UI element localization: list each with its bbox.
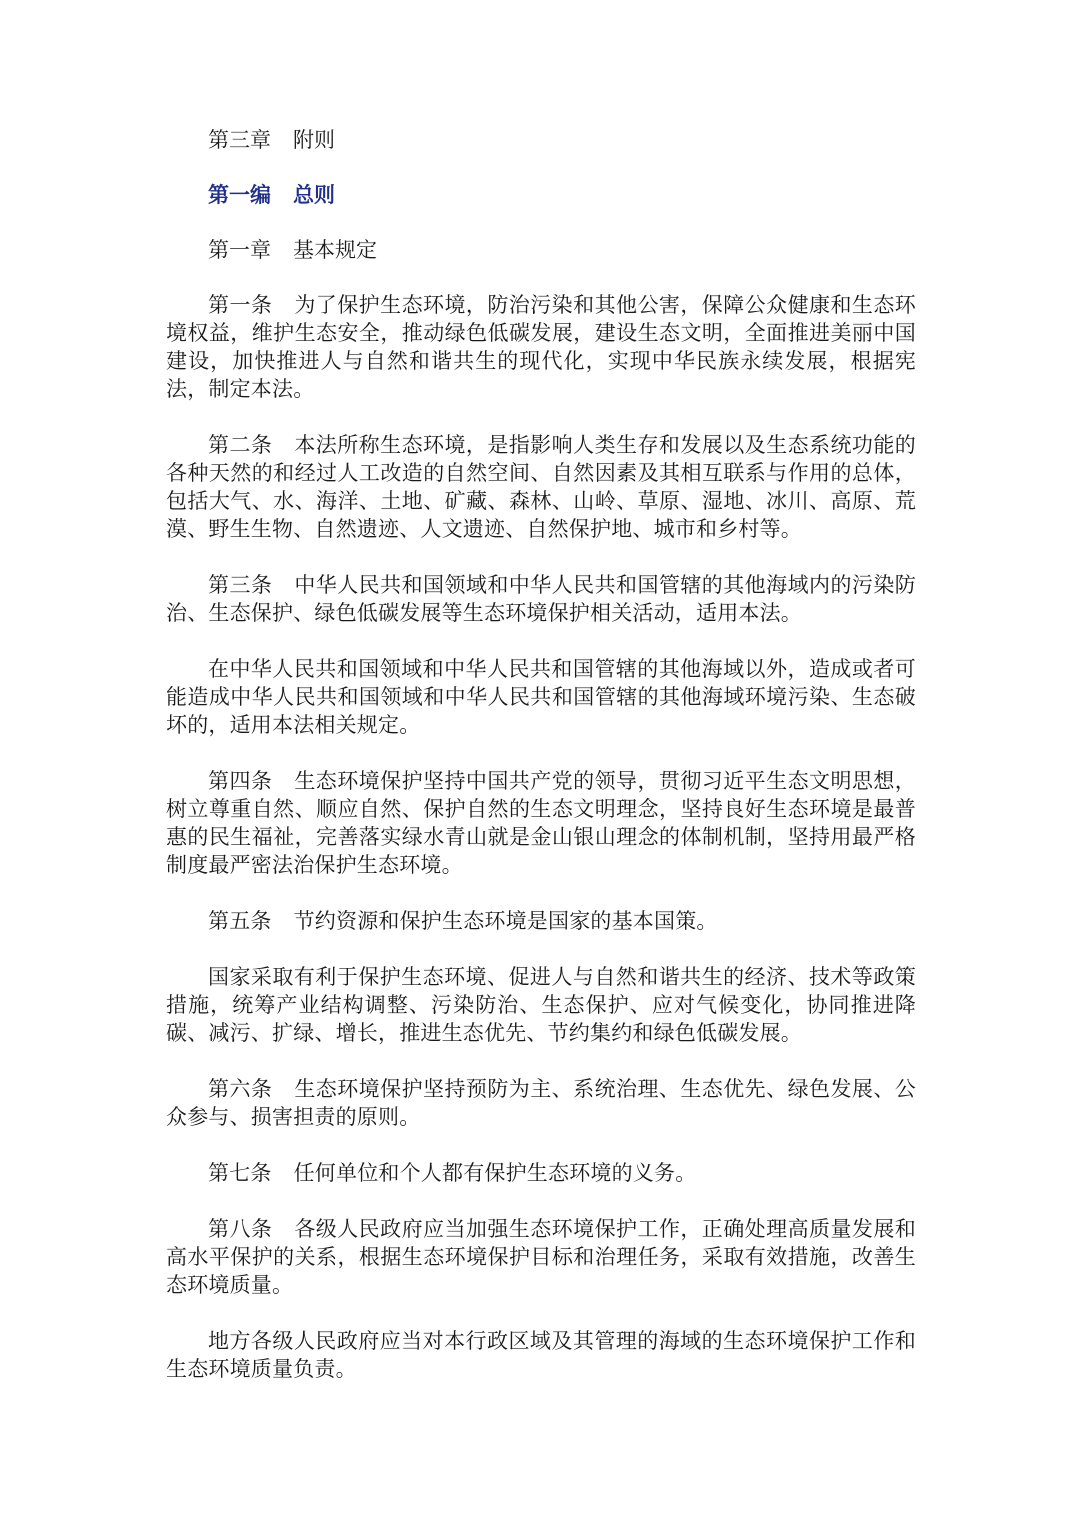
- article-text: 任何单位和个人都有保护生态环境的义务。: [293, 1161, 697, 1185]
- chapter-1-heading: [166, 236, 916, 264]
- article-label: 第四条: [208, 769, 273, 793]
- part-1-heading: [166, 181, 916, 209]
- article-6: [166, 1075, 916, 1131]
- article-7: [166, 1159, 916, 1187]
- article-text: 为了保护生态环境，防治污染和其他公害，保障公众健康和生态环境权益，维护生态安全，推动绿色低碳发展，建设生态文明，全面推进美丽中国建设，加快推进人与自然和谐共生的现代化，实现中华民族永续发展，根据宪法，制定本法。: [166, 293, 916, 401]
- article-5: [166, 907, 916, 935]
- chapter-1-label: 第一章: [208, 238, 271, 262]
- article-label: 第一条: [208, 293, 273, 317]
- article-text: 本法所称生态环境，是指影响人类生存和发展以及生态系统功能的各种天然的和经过人工改造的自然空间、自然因素及其相互联系与作用的总体，包括大气、水、海洋、土地、矿藏、森林、山岭、草原、湿地、冰川、高原、荒漠、野生生物、自然遗迹、人文遗迹、自然保护地、城市和乡村等。: [166, 433, 916, 541]
- document-page: [166, 126, 916, 1411]
- article-label: 第八条: [208, 1217, 273, 1241]
- article-text: 生态环境保护坚持预防为主、系统治理、生态优先、绿色发展、公众参与、损害担责的原则。: [166, 1077, 916, 1129]
- article-4: [166, 767, 916, 879]
- part-1-label: 第一编: [208, 182, 271, 207]
- part-1-title: 总则: [293, 182, 335, 207]
- article-1: [166, 291, 916, 403]
- article-text: 国家采取有利于保护生态环境、促进人与自然和谐共生的经济、技术等政策措施，统筹产业结构调整、污染防治、生态保护、应对气候变化，协同推进降碳、减污、扩绿、增长，推进生态优先、节约集约和绿色低碳发展。: [166, 965, 916, 1045]
- article-label: 第五条: [208, 909, 272, 933]
- article-label: 第二条: [208, 433, 273, 457]
- chapter-3-title: 附则: [293, 128, 335, 152]
- article-text: 生态环境保护坚持中国共产党的领导，贯彻习近平生态文明思想，树立尊重自然、顺应自然、保护自然的生态文明理念，坚持良好生态环境是最普惠的民生福祉，完善落实绿水青山就是金山银山理念的体制机制，坚持用最严格制度最严密法治保护生态环境。: [166, 769, 916, 877]
- article-label: 第三条: [208, 573, 273, 597]
- article-label: 第七条: [208, 1161, 272, 1185]
- article-2: [166, 431, 916, 543]
- article-3: [166, 571, 916, 627]
- chapter-3-label: 第三章: [208, 128, 271, 152]
- article-8-paragraph-2: [166, 1327, 916, 1383]
- article-text: 各级人民政府应当加强生态环境保护工作，正确处理高质量发展和高水平保护的关系，根据生态环境保护目标和治理任务，采取有效措施，改善生态环境质量。: [166, 1217, 916, 1297]
- chapter-1-title: 基本规定: [293, 238, 377, 262]
- article-5-paragraph-2: [166, 963, 916, 1047]
- article-text: 中华人民共和国领域和中华人民共和国管辖的其他海域内的污染防治、生态保护、绿色低碳发展等生态环境保护相关活动，适用本法。: [166, 573, 916, 625]
- article-8: [166, 1215, 916, 1299]
- article-label: 第六条: [208, 1077, 273, 1101]
- article-text: 地方各级人民政府应当对本行政区域及其管理的海域的生态环境保护工作和生态环境质量负责。: [166, 1329, 916, 1381]
- article-text: 在中华人民共和国领域和中华人民共和国管辖的其他海域以外，造成或者可能造成中华人民共和国领域和中华人民共和国管辖的其他海域环境污染、生态破坏的，适用本法相关规定。: [166, 657, 916, 737]
- article-text: 节约资源和保护生态环境是国家的基本国策。: [293, 909, 718, 933]
- chapter-3-heading: [166, 126, 916, 154]
- article-3-paragraph-2: [166, 655, 916, 739]
